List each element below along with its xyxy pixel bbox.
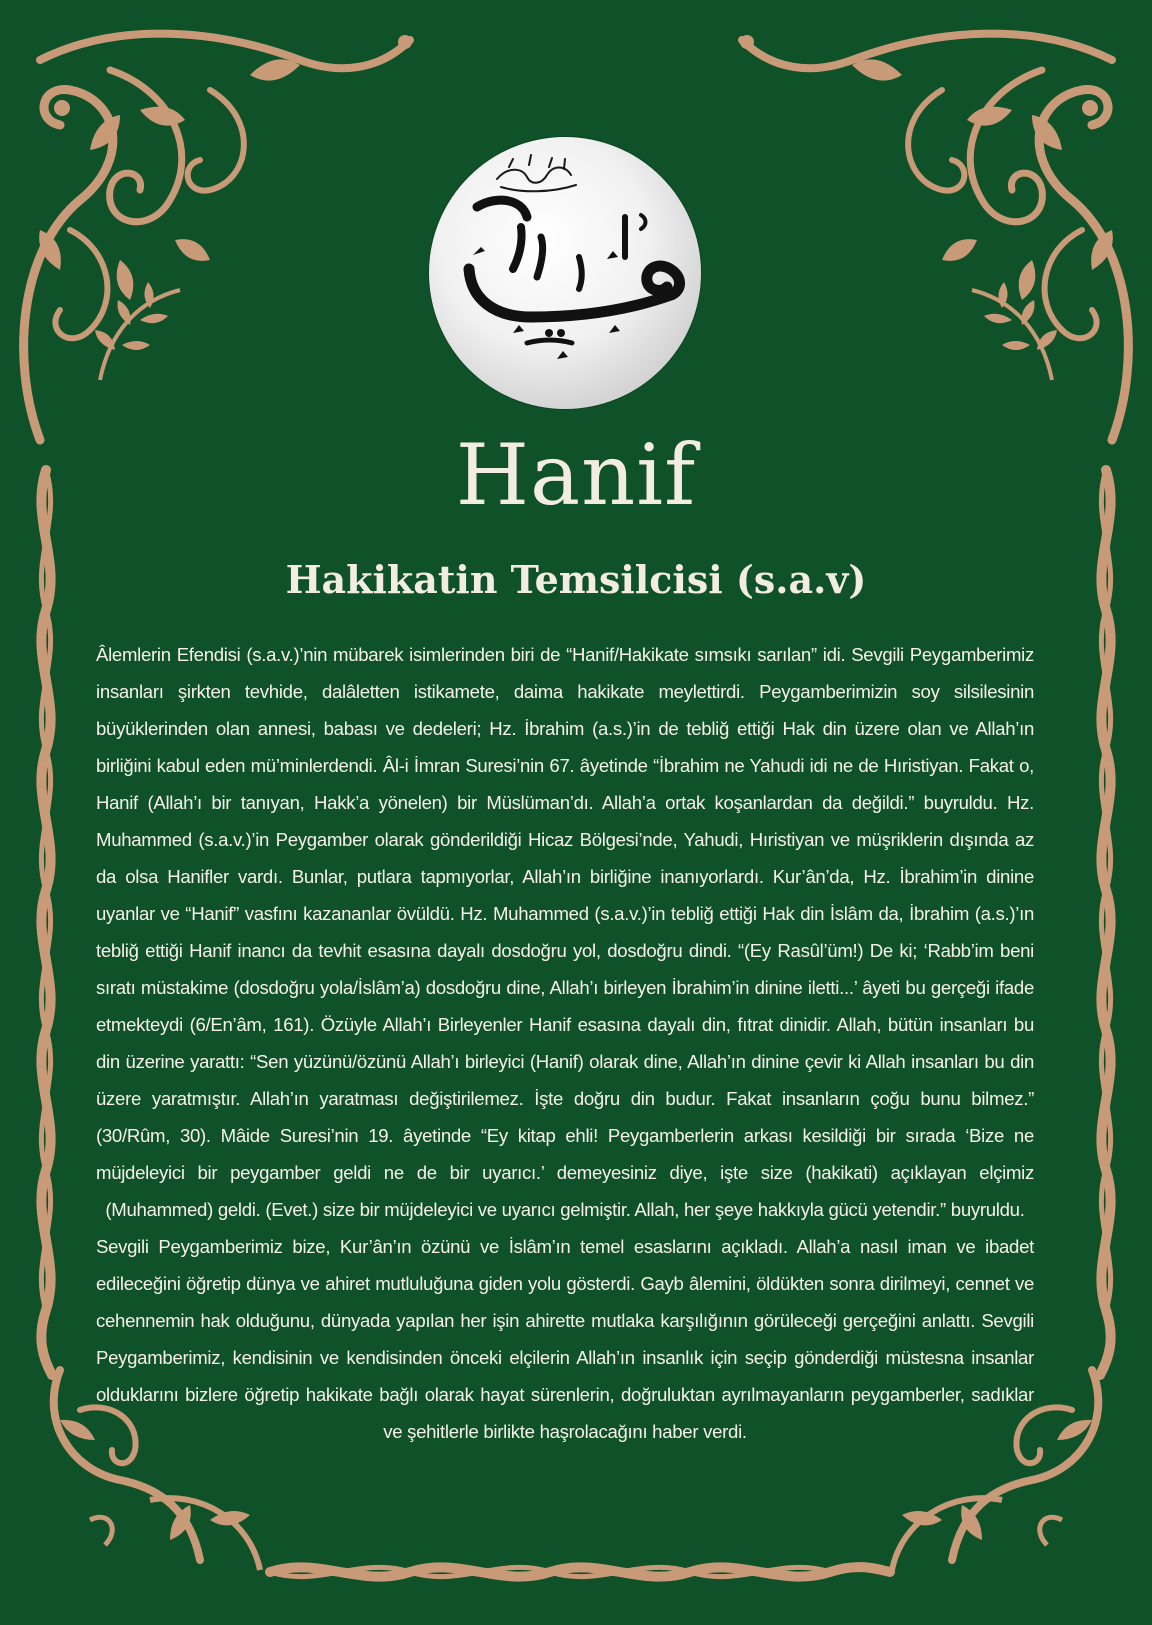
bottom-beaded-border-icon [270,1567,890,1577]
paragraph-2: Sevgili Peygamberimiz bize, Kur’ân’ın özünü ve İslâm’ın temel esaslarını açıkladı. Allah’a nasıl iman ve ibadet edileceğini öğretip dünya ve ahiret mutluluğuna giden yolu gösterdi. Gayb âlemini, öldükten sonra dirilmeyi, cennet ve cehennemin hak olduğunu, dünyada yapılan her işin ahirette mutlaka karşılığının görüleceği gerçeğini anlattı. Sevgili Peygamberimiz, kendisinin ve kendisinden önceki elçilerin Allah’ın insanlık için seçip gönderdiği müstesna insanlar olduklarını bizlere öğretip hakikate bağlı olarak hayat sürenlerin, doğruluktan ayrılmayanların peygamberler, sadıklar ve şehitlerle birlikte haşrolacağını haber verdi. [96,1236,1034,1442]
calligraphy-emblem [429,137,701,409]
top-left-corner-ornament-icon [24,34,412,440]
page-subtitle: Hakikatin Temsilcisi (s.a.v) [285,557,867,602]
article-body [96,636,1034,1450]
paragraph-1: Âlemlerin Efendisi (s.a.v.)’nin mübarek isimlerinden biri de “Hanif/Hakikate sımsıkı sarılan” idi. Sevgili Peygamberimiz insanları şirkten tevhide, dalâletten istikamete, daima hakikate meylettirdi. Peygamberimizin soy silsilesinin büyüklerinden olan annesi, babası ve dedeleri; Hz. İbrahim (a.s.)’in de tebliğ ettiği Hak din üzere olan ve Allah’ın birliğini kabul eden mü’minlerdendi. Âl-i İmran Suresi’nin 67. âyetinde “İbrahim ne Yahudi idi ne de Hıristiyan. Fakat o, Hanif (Allah’ı bir tanıyan, Hakk’a yönelen) bir Müslüman’dı. Allah’a ortak koşanlardan da değildi.” buyruldu. Hz. Muhammed (s.a.v.)’in Peygamber olarak gönderildiği Hicaz Bölgesi’nde, Yahudi, Hıristiyan ve müşriklerin dışında az da olsa Hanifler vardı. Bunlar, putlara tapmıyorlar, Allah’ın birliğine inanıyorlardı. Kur’ân’da, Hz. İbrahim’in dinine uyanlar ve “Hanif” vasfını kazananlar övüldü. Hz. Muhammed (s.a.v.)’in tebliğ ettiği Hak din İslâm da, İbrahim (a.s.)’ın tebliğ ettiği Hanif inancı da tevhit esasına dayalı dosdoğru yol, dosdoğru dindi. “(Ey Rasûl’üm!) De ki; ‘Rabb’im beni sıratı müstakime (dosdoğru yola/İslâm’a) dosdoğru dine, Allah’ı birleyen İbrahim’in dinine iletti...’ âyeti bu gerçeği ifade etmekteydi (6/En’âm, 161). Özüyle Allah’ı Birleyenler Hanif esasına dayalı din, fıtrat dinidir. Allah, bütün insanları bu din üzerine yarattı: “Sen yüzünü/özünü Allah’ı birleyici (Hanif) olarak dine, Allah’ın dinine çevir ki Allah insanları bu din üzere yaratmıştır. Allah’ın yaratması değiştirilemez. İşte doğru din budur. Fakat insanların çoğu bunu bilmez.” (30/Rûm, 30). Mâide Suresi’nin 19. âyetinde “Ey kitap ehli! Peygamberlerin arkası kesildiği bir sırada ‘Bize ne müjdeleyici bir peygamber geldi ne de bir uyarıcı.’ demeyesiniz diye, işte size (hakikati) açıklayan elçimiz (Muhammed) geldi. (Evet.) size bir müjdeleyici ve uyarıcı gelmiştir. Allah, her şeye hakkıyla gücü yetendir.” buyruldu. [96,644,1034,1220]
arabic-calligraphy-hanif-icon [429,137,701,409]
page-title: Hanif [455,426,697,524]
top-right-corner-ornament-icon [740,34,1128,440]
